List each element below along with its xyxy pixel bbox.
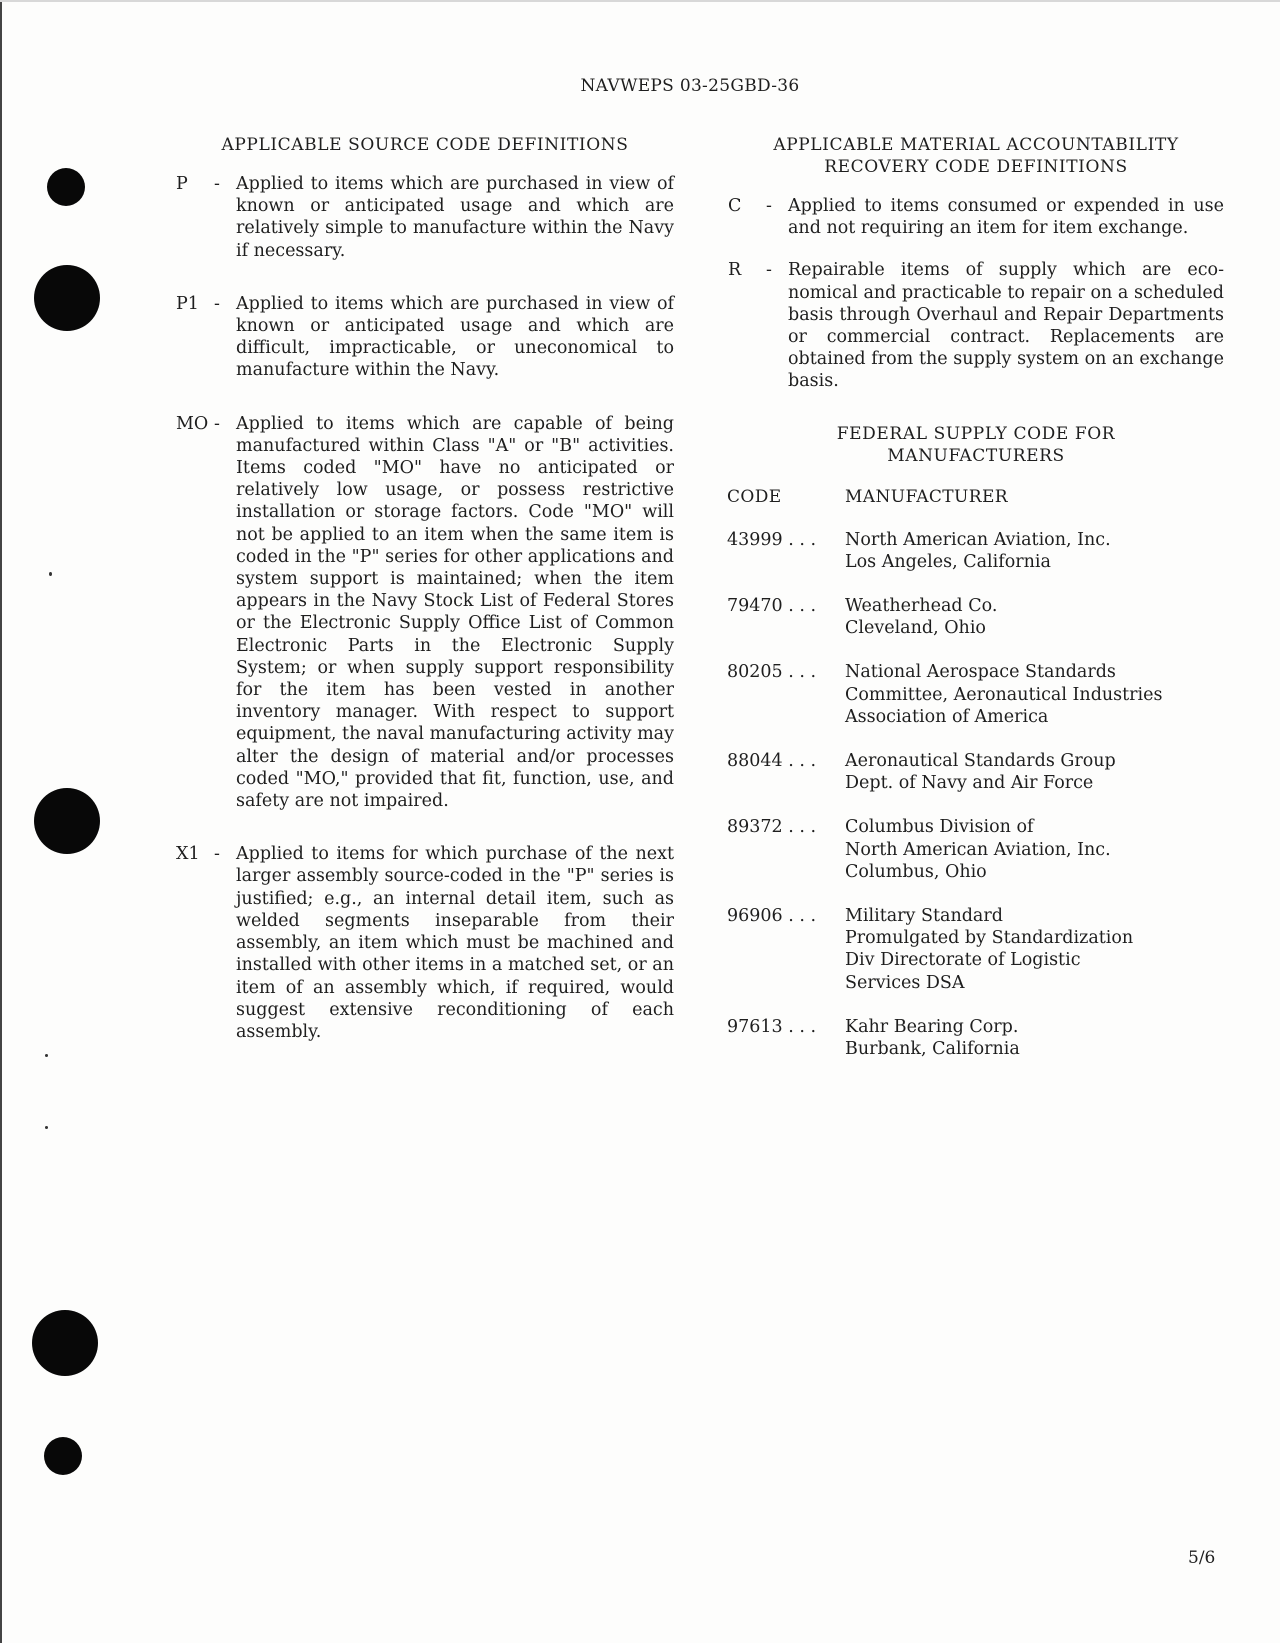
page-edge (0, 0, 2, 1643)
manufacturer-line: Weatherhead Co. (845, 596, 998, 617)
manufacturer-line: Dept. of Navy and Air Force (845, 773, 1094, 794)
manufacturer-line: Services DSA (845, 972, 965, 993)
code-label: C (728, 196, 742, 216)
manufacturers-table (727, 529, 1224, 1061)
code-label: MO (176, 413, 209, 434)
table-row (727, 529, 1224, 573)
code-label: P (176, 174, 188, 194)
manufacturer-line: Columbus Division of (845, 817, 1034, 838)
binder-hole-icon (34, 788, 100, 854)
definition-text: Applied to items consumed or expended in use and not requiring an item for item exchange. (788, 196, 1224, 239)
dash: - (214, 174, 220, 194)
table-row (727, 595, 1224, 639)
manufacturer-line: North American Aviation, Inc. (845, 839, 1111, 860)
supply-code: 80205 . . . (727, 662, 817, 683)
definition-item (176, 843, 674, 1043)
section-title-line: FEDERAL SUPPLY CODE FOR (836, 423, 1116, 444)
supply-code: 96906 . . . (727, 906, 817, 927)
column-header-code: CODE (727, 486, 782, 507)
manufacturer-line: Military Standard (845, 906, 1003, 927)
definition-text: Applied to items which are purchased in view of known or anticipated usage and which are difficult, impracticable, or uneconomical to manufacture within the Navy. (236, 293, 674, 381)
manufacturer-line: Cleveland, Ohio (845, 618, 986, 639)
manufacturer-line: Aeronautical Standards Group (845, 751, 1116, 772)
binder-hole-icon (44, 1437, 82, 1475)
binder-hole-icon (34, 265, 100, 331)
dash: - (214, 844, 220, 865)
scan-speck (45, 1054, 48, 1057)
binder-hole-icon (47, 168, 85, 206)
definition-item (728, 195, 1224, 239)
section-title (728, 134, 1224, 178)
dash: - (214, 293, 220, 314)
recovery-code-section (728, 134, 1224, 1060)
page-edge-top (0, 0, 1280, 2)
supply-code: 97613 . . . (727, 1016, 817, 1037)
supply-code: 89372 . . . (727, 817, 817, 838)
page-number: 5/6 (1188, 1548, 1216, 1568)
table-row (727, 750, 1224, 794)
definition-text: Applied to items which are purchased in view of known or anticipated usage and which are relatively simple to manufacture within the Navy if necessary. (236, 174, 674, 261)
manufacturer-line: Promulgated by Standardization (845, 928, 1134, 949)
manufacturer-line: Burbank, California (845, 1039, 1020, 1060)
manufacturer-line: North American Aviation, Inc. (845, 529, 1111, 550)
dash: - (766, 196, 772, 216)
definition-item (176, 293, 674, 382)
column-header-manufacturer: MANUFACTURER (845, 486, 1008, 507)
definition-item (176, 413, 674, 813)
source-code-section (176, 134, 674, 1043)
manufacturer-line: National Aerospace Standards (845, 662, 1116, 683)
document-id: NAVWEPS 03-25GBD-36 (580, 76, 800, 96)
supply-code: 43999 . . . (727, 529, 817, 550)
manufacturer-line: Kahr Bearing Corp. (845, 1016, 1019, 1037)
section-title: APPLICABLE SOURCE CODE DEFINITIONS (221, 135, 629, 155)
table-row (727, 661, 1224, 728)
table-row (727, 1016, 1224, 1060)
supply-code: 79470 . . . (727, 596, 817, 617)
dash: - (214, 413, 220, 434)
code-label: X1 (176, 844, 200, 865)
section-title-line: RECOVERY CODE DEFINITIONS (824, 157, 1128, 177)
table-row (727, 816, 1224, 883)
code-label: R (728, 260, 742, 281)
section-title-line: MANUFACTURERS (887, 445, 1065, 466)
section-title-line: APPLICABLE MATERIAL ACCOUNTABILITY (773, 135, 1179, 155)
manufacturer-line: Los Angeles, California (845, 551, 1051, 572)
code-label: P1 (176, 293, 199, 314)
scan-speck (49, 572, 52, 576)
manufacturer-line: Association of America (845, 706, 1049, 727)
manufacturer-line: Committee, Aeronautical Industries (845, 684, 1163, 705)
definition-item (176, 173, 674, 262)
definition-item (728, 259, 1224, 392)
definition-text: Applied to items which are capable of being manufactured within Class "A" or "B" activities. Items coded "MO" have no anticipated or relatively low usage, or possess restrictive installation or storage factors. Code "MO" will not be applied to an item when the same item is coded in the "P" series for other applications and system support is maintained; when the item appears in the Navy Stock List of Federal Stores or the Electronic Supply Office List of Common Electronic Parts in the Electronic Supply System; or when supply support responsibility for the item has been vested in another inventory manager. With respect to support equipment, the naval manufacturing activity may alter the design of material and/or processes coded "MO," provided that fit, function, use, and safety are not impaired. (236, 413, 674, 812)
manufacturer-line: Columbus, Ohio (845, 861, 987, 882)
manufacturers-title (728, 423, 1224, 467)
scan-speck (45, 1126, 48, 1129)
supply-code: 88044 . . . (727, 751, 817, 772)
binder-hole-icon (32, 1310, 98, 1376)
table-row (727, 905, 1224, 994)
definition-text: Repairable items of supply which are economical and practicable to repair on a scheduled basis through Overhaul and Repair Departments or commercial contract. Replacements are obtained from the supply system on an exchange basis. (788, 260, 1224, 392)
manufacturer-line: Div Directorate of Logistic (845, 950, 1081, 971)
manufacturers-table-header (727, 487, 1224, 507)
definition-text: Applied to items for which purchase of the next larger assembly source-coded in the "P" series is justified; e.g., an internal detail item, such as welded segments inseparable from their assembly, an item which must be machined and installed with other items in a matched set, or an item of an assembly which, if required, would suggest extensive reconditioning of each assembly. (236, 844, 674, 1042)
dash: - (766, 260, 772, 281)
